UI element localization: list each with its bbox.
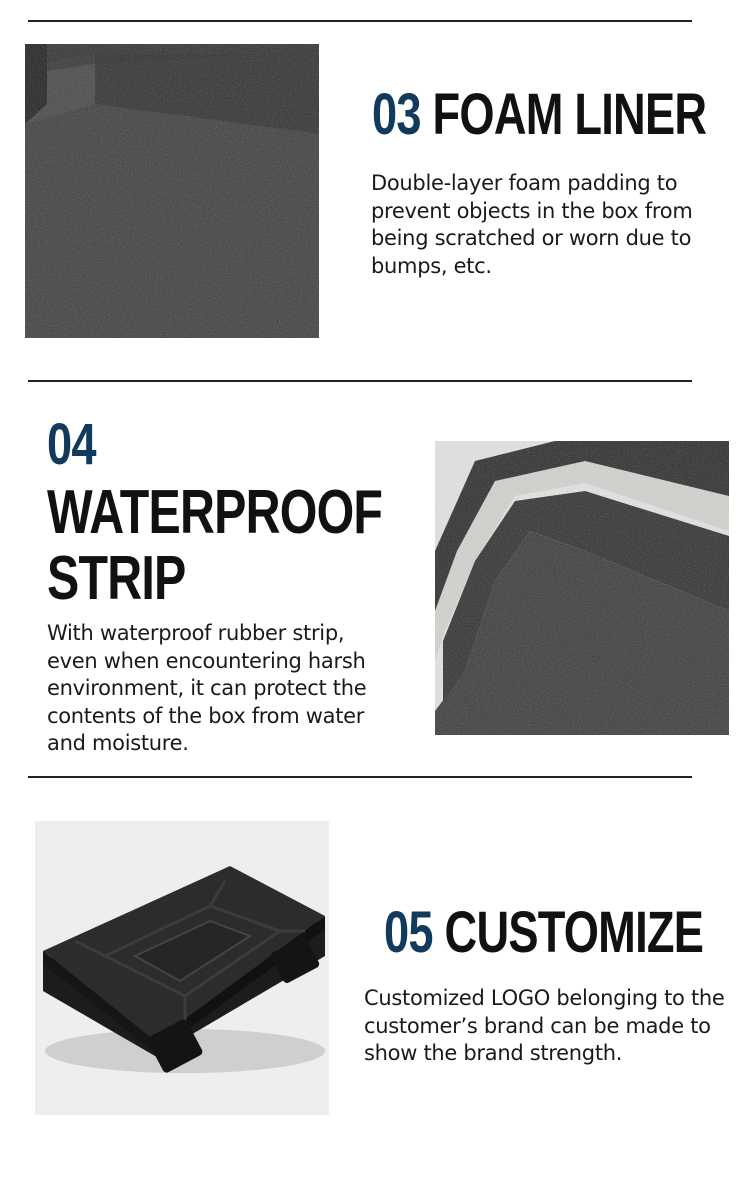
section-divider [28,20,692,22]
section-05-number: 05 [384,900,433,965]
section-05-title [384,900,704,965]
section-03-title [372,82,707,147]
section-03-heading: FOAM LINER [432,82,707,147]
section-04-number: 04 [47,412,96,477]
section-04-description: With waterproof rubber strip, even when encountering harsh environment, it can protect the contents of the box from water and moisture. [47,621,367,755]
waterproof-strip-photo [435,441,729,735]
section-04-heading-line2: STRIP [47,544,186,613]
section-divider [28,380,692,382]
section-divider [28,776,692,778]
section-04-heading-line1: WATERPROOF [47,478,383,547]
foam-liner-photo [25,44,319,338]
section-03-description: Double-layer foam padding to prevent objects in the box from being scratched or worn due to bumps, etc. [371,171,693,278]
section-05-description: Customized LOGO belonging to the customer’s brand can be made to show the brand strength. [364,986,725,1065]
section-05-heading: CUSTOMIZE [444,900,704,965]
section-04-number-title [47,412,96,477]
section-03-number: 03 [372,82,421,147]
black-case-photo [35,821,329,1115]
